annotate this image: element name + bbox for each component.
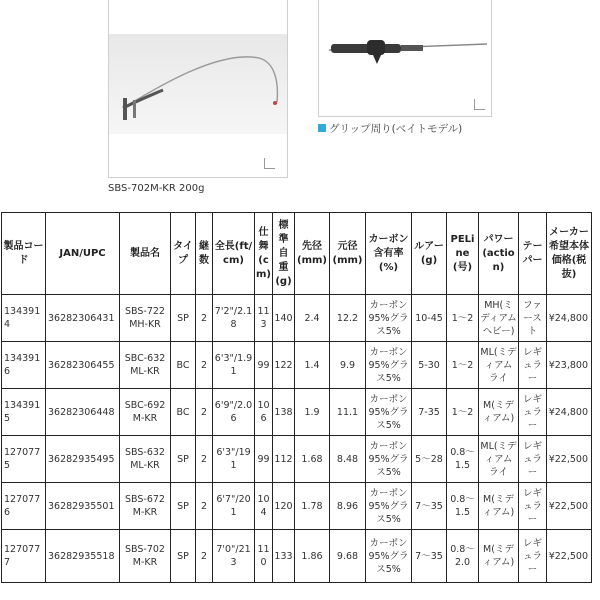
cell-product-name: SBS-632ML-KR xyxy=(120,436,171,483)
cell-code: 1343916 xyxy=(2,342,46,389)
cell-pieces: 2 xyxy=(196,342,213,389)
table-header-row xyxy=(2,213,592,295)
cell-power: M(ミディアム) xyxy=(479,389,519,436)
cell-taper: ファースト xyxy=(519,295,547,342)
cell-price: ¥23,800 xyxy=(547,342,592,389)
cell-code: 1343915 xyxy=(2,389,46,436)
grip-caption xyxy=(318,121,462,136)
cell-pieces: 2 xyxy=(196,530,213,583)
cell-pe-line: 0.8〜1.5 xyxy=(447,483,479,530)
cell-taper: レギュラー xyxy=(519,530,547,583)
cell-butt-diameter: 11.1 xyxy=(330,389,366,436)
cell-butt-diameter: 9.68 xyxy=(330,530,366,583)
cell-jan: 36282306431 xyxy=(46,295,120,342)
col-header: テーパー xyxy=(519,213,547,295)
cell-code: 1270776 xyxy=(2,483,46,530)
cell-weight: 120 xyxy=(273,483,295,530)
cell-code: 1270777 xyxy=(2,530,46,583)
cell-price: ¥22,500 xyxy=(547,483,592,530)
cell-length: 7'2"/2.18 xyxy=(213,295,255,342)
cell-jan: 36282935518 xyxy=(46,530,120,583)
cell-pe-line: 1〜2 xyxy=(447,295,479,342)
cell-power: MH(ミディアムヘビー) xyxy=(479,295,519,342)
col-header: PELine(号) xyxy=(447,213,479,295)
cell-carbon: カーボン95%グラス5% xyxy=(366,436,412,483)
cell-pieces: 2 xyxy=(196,436,213,483)
cell-power: ML(ミディアムライ xyxy=(479,342,519,389)
cell-closed-length: 113 xyxy=(255,295,273,342)
cell-length: 7'0"/213 xyxy=(213,530,255,583)
col-header: パワー(action) xyxy=(479,213,519,295)
cell-carbon: カーボン95%グラス5% xyxy=(366,389,412,436)
cell-type: BC xyxy=(171,342,196,389)
col-header: 全長(ft/cm) xyxy=(213,213,255,295)
cell-power: M(ミディアム) xyxy=(479,483,519,530)
cell-pieces: 2 xyxy=(196,389,213,436)
cell-tip-diameter: 1.78 xyxy=(295,483,330,530)
corner-icon xyxy=(264,158,275,169)
grip-caption-text: グリップ周り(ベイトモデル) xyxy=(329,123,463,135)
cell-type: SP xyxy=(171,295,196,342)
cell-lure: 7〜35 xyxy=(412,483,447,530)
cell-jan: 36282935495 xyxy=(46,436,120,483)
cell-carbon: カーボン95%グラス5% xyxy=(366,483,412,530)
cell-butt-diameter: 12.2 xyxy=(330,295,366,342)
cell-carbon: カーボン95%グラス5% xyxy=(366,342,412,389)
cell-tip-diameter: 1.9 xyxy=(295,389,330,436)
rod-bend-photo[interactable] xyxy=(108,0,288,178)
cell-power: ML(ミディアムライ xyxy=(479,436,519,483)
table-row xyxy=(2,295,592,342)
cell-price: ¥24,800 xyxy=(547,389,592,436)
cell-code: 1270775 xyxy=(2,436,46,483)
col-header: 元径(mm) xyxy=(330,213,366,295)
cell-weight: 138 xyxy=(273,389,295,436)
cell-lure: 10-45 xyxy=(412,295,447,342)
cell-butt-diameter: 8.96 xyxy=(330,483,366,530)
cell-type: BC xyxy=(171,389,196,436)
cell-pe-line: 1〜2 xyxy=(447,389,479,436)
cell-closed-length: 106 xyxy=(255,389,273,436)
table-row xyxy=(2,530,592,583)
col-header: タイプ xyxy=(171,213,196,295)
cell-pieces: 2 xyxy=(196,295,213,342)
cell-taper: レギュラー xyxy=(519,342,547,389)
cell-power: M(ミディアム) xyxy=(479,530,519,583)
cell-taper: レギュラー xyxy=(519,389,547,436)
table-row xyxy=(2,483,592,530)
cell-length: 6'3"/191 xyxy=(213,436,255,483)
cell-tip-diameter: 1.86 xyxy=(295,530,330,583)
cell-taper: レギュラー xyxy=(519,483,547,530)
cell-price: ¥24,800 xyxy=(547,295,592,342)
table-row xyxy=(2,389,592,436)
cell-butt-diameter: 8.48 xyxy=(330,436,366,483)
cell-pieces: 2 xyxy=(196,483,213,530)
cell-jan: 36282935501 xyxy=(46,483,120,530)
cell-tip-diameter: 2.4 xyxy=(295,295,330,342)
cell-code: 1343914 xyxy=(2,295,46,342)
table-row xyxy=(2,436,592,483)
cell-price: ¥22,500 xyxy=(547,530,592,583)
col-header: ルアー(g) xyxy=(412,213,447,295)
grip-photo[interactable] xyxy=(318,0,492,117)
cell-jan: 36282306448 xyxy=(46,389,120,436)
cell-closed-length: 99 xyxy=(255,342,273,389)
cell-carbon: カーボン95%グラス5% xyxy=(366,295,412,342)
cell-type: SP xyxy=(171,483,196,530)
cell-weight: 133 xyxy=(273,530,295,583)
cell-pe-line: 0.8〜2.0 xyxy=(447,530,479,583)
col-header: 先径(mm) xyxy=(295,213,330,295)
cell-product-name: SBS-672M-KR xyxy=(120,483,171,530)
cell-length: 6'3"/1.91 xyxy=(213,342,255,389)
cell-weight: 112 xyxy=(273,436,295,483)
cell-jan: 36282306455 xyxy=(46,342,120,389)
cell-closed-length: 110 xyxy=(255,530,273,583)
cell-lure: 7〜35 xyxy=(412,530,447,583)
cell-closed-length: 104 xyxy=(255,483,273,530)
cell-taper: レギュラー xyxy=(519,436,547,483)
col-header: 仕舞(cm) xyxy=(255,213,273,295)
cell-tip-diameter: 1.68 xyxy=(295,436,330,483)
cell-butt-diameter: 9.9 xyxy=(330,342,366,389)
cell-pe-line: 1〜2 xyxy=(447,342,479,389)
cell-type: SP xyxy=(171,436,196,483)
cell-closed-length: 99 xyxy=(255,436,273,483)
col-header: カーボン含有率(%) xyxy=(366,213,412,295)
spec-table xyxy=(1,212,592,583)
cell-lure: 5-30 xyxy=(412,342,447,389)
cell-carbon: カーボン95%グラス5% xyxy=(366,530,412,583)
col-header: JAN/UPC xyxy=(46,213,120,295)
cell-weight: 140 xyxy=(273,295,295,342)
col-header: メーカー希望本体価格(税抜) xyxy=(547,213,592,295)
square-bullet-icon xyxy=(318,124,326,132)
cell-lure: 7-35 xyxy=(412,389,447,436)
table-row xyxy=(2,342,592,389)
col-header: 継数 xyxy=(196,213,213,295)
cell-length: 6'9"/2.06 xyxy=(213,389,255,436)
cell-product-name: SBS-722MH-KR xyxy=(120,295,171,342)
col-header: 製品コード xyxy=(2,213,46,295)
cell-tip-diameter: 1.4 xyxy=(295,342,330,389)
cell-weight: 122 xyxy=(273,342,295,389)
cell-product-name: SBS-702M-KR xyxy=(120,530,171,583)
cell-type: SP xyxy=(171,530,196,583)
rod-caption: SBS-702M-KR 200g xyxy=(108,183,205,194)
cell-product-name: SBC-692M-KR xyxy=(120,389,171,436)
cell-length: 6'7"/201 xyxy=(213,483,255,530)
cell-pe-line: 0.8〜1.5 xyxy=(447,436,479,483)
cell-product-name: SBC-632ML-KR xyxy=(120,342,171,389)
col-header: 標準自重(g) xyxy=(273,213,295,295)
col-header: 製品名 xyxy=(120,213,171,295)
cell-price: ¥22,500 xyxy=(547,436,592,483)
corner-icon xyxy=(474,99,485,110)
cell-lure: 5〜28 xyxy=(412,436,447,483)
